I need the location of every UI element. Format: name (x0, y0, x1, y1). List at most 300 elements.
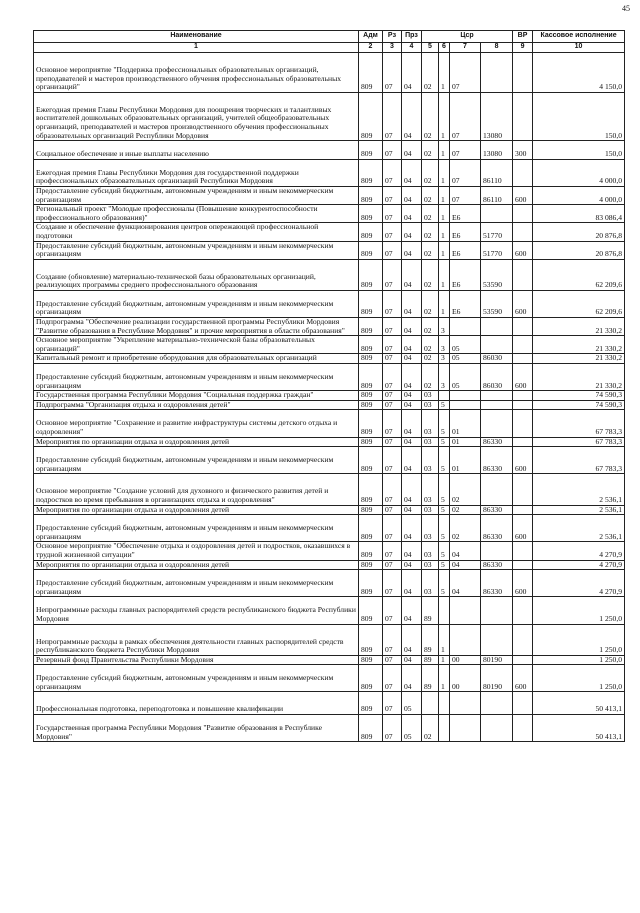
row-name: Предоставление субсидий бюджетным, автономным учреждениям и иным некоммерческим организациям (34, 447, 359, 474)
row-tsr-program: 03 (422, 391, 439, 401)
row-amount: 2 536,1 (533, 474, 625, 505)
row-rz: 07 (383, 560, 402, 570)
row-amount: 50 413,1 (533, 715, 625, 742)
row-tsr-subprogram: 5 (439, 515, 450, 542)
row-tsr-direction (481, 474, 513, 505)
row-adm: 809 (359, 715, 383, 742)
row-prz: 04 (402, 290, 422, 317)
row-tsr-subprogram: 1 (439, 159, 450, 186)
row-tsr-direction (481, 205, 513, 223)
row-tsr-event: 05 (450, 336, 481, 354)
row-rz: 07 (383, 241, 402, 259)
row-adm: 809 (359, 665, 383, 692)
row-amount: 74 590,3 (533, 391, 625, 401)
row-tsr-direction: 80190 (481, 655, 513, 665)
row-amount: 21 330,2 (533, 354, 625, 364)
table-row (34, 205, 625, 223)
row-tsr-subprogram: 5 (439, 570, 450, 597)
table-row (34, 259, 625, 290)
row-prz: 04 (402, 364, 422, 391)
row-amount: 4 000,0 (533, 186, 625, 204)
row-adm: 809 (359, 205, 383, 223)
table-row (34, 391, 625, 401)
row-name: Региональный проект "Молодые профессионалы (Повышение конкурентоспособности профессионального образования)" (34, 205, 359, 223)
row-tsr-subprogram: 5 (439, 560, 450, 570)
row-adm: 809 (359, 515, 383, 542)
row-rz: 07 (383, 597, 402, 624)
row-adm: 809 (359, 364, 383, 391)
row-tsr-program: 03 (422, 570, 439, 597)
row-vr (513, 692, 533, 715)
col-vr-header: ВР (513, 31, 533, 43)
col-cash-header: Кассовое исполнение (533, 31, 625, 43)
row-prz: 04 (402, 474, 422, 505)
row-tsr-event: 07 (450, 53, 481, 93)
row-vr (513, 437, 533, 447)
row-adm: 809 (359, 391, 383, 401)
row-tsr-event: 00 (450, 655, 481, 665)
table-row (34, 241, 625, 259)
row-rz: 07 (383, 400, 402, 410)
table-row (34, 141, 625, 160)
row-name: Ежегодная премия Главы Республики Мордовия для государственной поддержки профессиональных образовательных организаций Республики Мордовия (34, 159, 359, 186)
row-name: Капитальный ремонт и приобретение оборудования для образовательных организаций (34, 354, 359, 364)
row-rz: 07 (383, 354, 402, 364)
header-row (34, 31, 625, 43)
row-amount: 4 270,9 (533, 560, 625, 570)
col-number: 9 (513, 43, 533, 53)
row-tsr-program: 03 (422, 447, 439, 474)
row-tsr-program: 03 (422, 505, 439, 515)
row-tsr-program: 02 (422, 318, 439, 336)
row-adm: 809 (359, 259, 383, 290)
col-number: 2 (359, 43, 383, 53)
table-row (34, 560, 625, 570)
row-tsr-direction: 86330 (481, 437, 513, 447)
row-prz: 04 (402, 205, 422, 223)
row-tsr-direction: 13080 (481, 92, 513, 140)
row-tsr-subprogram: 5 (439, 410, 450, 437)
col-name-header: Наименование (34, 31, 359, 43)
row-vr (513, 597, 533, 624)
row-tsr-direction (481, 597, 513, 624)
row-tsr-event (450, 624, 481, 655)
table-row (34, 515, 625, 542)
row-tsr-direction (481, 624, 513, 655)
row-vr: 600 (513, 665, 533, 692)
row-vr: 600 (513, 515, 533, 542)
row-vr (513, 92, 533, 140)
column-number-row (34, 43, 625, 53)
table-row (34, 159, 625, 186)
row-prz: 04 (402, 400, 422, 410)
row-tsr-event: 01 (450, 410, 481, 437)
row-tsr-subprogram: 1 (439, 624, 450, 655)
row-vr (513, 542, 533, 560)
row-rz: 07 (383, 515, 402, 542)
row-vr (513, 655, 533, 665)
table-row (34, 336, 625, 354)
table-row (34, 437, 625, 447)
row-rz: 07 (383, 715, 402, 742)
row-tsr-program: 03 (422, 410, 439, 437)
row-tsr-program: 89 (422, 665, 439, 692)
row-adm: 809 (359, 624, 383, 655)
row-prz: 04 (402, 53, 422, 93)
row-tsr-direction: 80190 (481, 665, 513, 692)
row-tsr-subprogram: 1 (439, 259, 450, 290)
row-tsr-subprogram: 3 (439, 336, 450, 354)
row-tsr-event: E6 (450, 241, 481, 259)
row-tsr-subprogram: 5 (439, 474, 450, 505)
col-number: 6 (439, 43, 450, 53)
row-tsr-subprogram: 1 (439, 205, 450, 223)
row-prz: 04 (402, 624, 422, 655)
row-tsr-event (450, 597, 481, 624)
row-adm: 809 (359, 542, 383, 560)
row-vr (513, 159, 533, 186)
table-row (34, 318, 625, 336)
row-rz: 07 (383, 505, 402, 515)
row-name: Предоставление субсидий бюджетным, автономным учреждениям и иным некоммерческим организациям (34, 364, 359, 391)
row-amount: 62 209,6 (533, 259, 625, 290)
row-prz: 05 (402, 692, 422, 715)
row-prz: 04 (402, 223, 422, 241)
row-amount: 20 876,8 (533, 223, 625, 241)
row-tsr-program: 02 (422, 53, 439, 93)
row-adm: 809 (359, 655, 383, 665)
row-tsr-program: 02 (422, 290, 439, 317)
row-adm: 809 (359, 447, 383, 474)
row-name: Мероприятия по организации отдыха и оздоровления детей (34, 505, 359, 515)
row-vr (513, 336, 533, 354)
table-row (34, 505, 625, 515)
row-name: Предоставление субсидий бюджетным, автономным учреждениям и иным некоммерческим организациям (34, 515, 359, 542)
row-vr (513, 410, 533, 437)
row-tsr-event: 05 (450, 364, 481, 391)
row-tsr-program: 03 (422, 474, 439, 505)
row-prz: 04 (402, 391, 422, 401)
row-tsr-subprogram: 3 (439, 318, 450, 336)
row-prz: 04 (402, 259, 422, 290)
row-name: Основное мероприятие "Обеспечение отдыха и оздоровления детей и подростков, оказавшихся в трудной жизненной ситуации" (34, 542, 359, 560)
row-vr: 600 (513, 186, 533, 204)
row-tsr-direction: 13080 (481, 141, 513, 160)
row-tsr-event: 07 (450, 141, 481, 160)
row-tsr-event (450, 391, 481, 401)
col-rz-header: Рз (383, 31, 402, 43)
row-prz: 04 (402, 447, 422, 474)
row-tsr-subprogram (439, 597, 450, 624)
row-vr: 600 (513, 570, 533, 597)
row-tsr-event: 07 (450, 92, 481, 140)
row-adm: 809 (359, 141, 383, 160)
row-tsr-direction: 53590 (481, 290, 513, 317)
row-rz: 07 (383, 259, 402, 290)
row-vr: 600 (513, 241, 533, 259)
row-rz: 07 (383, 318, 402, 336)
row-tsr-subprogram: 1 (439, 141, 450, 160)
row-tsr-direction: 86330 (481, 560, 513, 570)
row-tsr-program: 03 (422, 515, 439, 542)
col-number: 7 (450, 43, 481, 53)
row-tsr-subprogram (439, 715, 450, 742)
row-tsr-direction: 86330 (481, 505, 513, 515)
row-adm: 809 (359, 505, 383, 515)
row-name: Создание (обновление) материально-технической базы образовательных организаций, реализующих программы среднего профессионального образования (34, 259, 359, 290)
row-vr: 600 (513, 364, 533, 391)
row-prz: 04 (402, 141, 422, 160)
col-number: 8 (481, 43, 513, 53)
row-prz: 04 (402, 665, 422, 692)
row-name: Резервный фонд Правительства Республики Мордовия (34, 655, 359, 665)
row-name: Предоставление субсидий бюджетным, автономным учреждениям и иным некоммерческим организациям (34, 665, 359, 692)
table-row (34, 354, 625, 364)
row-tsr-subprogram: 1 (439, 223, 450, 241)
row-rz: 07 (383, 391, 402, 401)
row-tsr-direction: 86330 (481, 447, 513, 474)
row-vr (513, 560, 533, 570)
row-tsr-event: 05 (450, 354, 481, 364)
row-tsr-subprogram: 5 (439, 437, 450, 447)
row-name: Подпрограмма "Организация отдыха и оздоровления детей" (34, 400, 359, 410)
row-tsr-subprogram (439, 391, 450, 401)
row-tsr-subprogram (439, 692, 450, 715)
col-number: 3 (383, 43, 402, 53)
row-tsr-event: E6 (450, 205, 481, 223)
row-rz: 07 (383, 570, 402, 597)
row-rz: 07 (383, 186, 402, 204)
row-rz: 07 (383, 474, 402, 505)
row-tsr-event: 02 (450, 515, 481, 542)
table-row (34, 53, 625, 93)
row-prz: 04 (402, 186, 422, 204)
row-tsr-direction (481, 410, 513, 437)
row-tsr-program: 02 (422, 186, 439, 204)
table-row (34, 474, 625, 505)
row-name: Мероприятия по организации отдыха и оздоровления детей (34, 560, 359, 570)
row-prz: 04 (402, 318, 422, 336)
row-amount: 1 250,0 (533, 624, 625, 655)
table-row (34, 570, 625, 597)
row-amount: 21 330,2 (533, 318, 625, 336)
row-name: Непрограммные расходы в рамках обеспечения деятельности главных распорядителей средств республиканского бюджета Республики Мордовия (34, 624, 359, 655)
row-adm: 809 (359, 318, 383, 336)
row-tsr-subprogram: 1 (439, 241, 450, 259)
table-row (34, 665, 625, 692)
row-rz: 07 (383, 542, 402, 560)
row-vr (513, 715, 533, 742)
row-amount: 67 783,3 (533, 437, 625, 447)
row-tsr-program: 03 (422, 542, 439, 560)
row-tsr-event: 01 (450, 437, 481, 447)
table-row (34, 542, 625, 560)
row-prz: 04 (402, 336, 422, 354)
row-tsr-event: 04 (450, 542, 481, 560)
row-rz: 07 (383, 92, 402, 140)
row-name: Основное мероприятие "Поддержка профессиональных образовательных организаций, преподавателей и мастеров производственного обучения профессиональных образовательных организаций" (34, 53, 359, 93)
row-amount: 20 876,8 (533, 241, 625, 259)
row-tsr-subprogram: 1 (439, 290, 450, 317)
table-row (34, 290, 625, 317)
row-name: Создание и обеспечение функционирования центров опережающей профессиональной подготовки (34, 223, 359, 241)
col-prz-header: Прз (402, 31, 422, 43)
row-amount: 4 270,9 (533, 570, 625, 597)
row-amount: 150,0 (533, 141, 625, 160)
row-rz: 07 (383, 205, 402, 223)
row-tsr-event (450, 715, 481, 742)
col-number: 10 (533, 43, 625, 53)
row-tsr-event: 04 (450, 570, 481, 597)
row-tsr-direction: 51770 (481, 223, 513, 241)
row-name: Предоставление субсидий бюджетным, автономным учреждениям и иным некоммерческим организациям (34, 570, 359, 597)
row-vr (513, 318, 533, 336)
row-prz: 04 (402, 505, 422, 515)
row-adm: 809 (359, 570, 383, 597)
row-rz: 07 (383, 410, 402, 437)
row-tsr-event: 02 (450, 505, 481, 515)
row-name: Ежегодная премия Главы Республики Мордовия для поощрения творческих и талантливых воспитателей дошкольных образовательных организаций, учителей общеобразовательных организаций, преподавателей и мастеров производственного обучения профессиональных образовательных организаций Республики Мордовия (34, 92, 359, 140)
row-tsr-program: 03 (422, 400, 439, 410)
row-adm: 809 (359, 53, 383, 93)
row-amount: 21 330,2 (533, 336, 625, 354)
row-tsr-direction: 51770 (481, 241, 513, 259)
row-amount: 4 150,0 (533, 53, 625, 93)
table-row (34, 715, 625, 742)
row-prz: 04 (402, 570, 422, 597)
col-tsr-header: Цср (422, 31, 513, 43)
row-tsr-event: E6 (450, 223, 481, 241)
page-number: 45 (622, 4, 630, 13)
row-name: Мероприятия по организации отдыха и оздоровления детей (34, 437, 359, 447)
row-prz: 04 (402, 437, 422, 447)
row-amount: 1 250,0 (533, 597, 625, 624)
row-rz: 07 (383, 364, 402, 391)
table-row (34, 597, 625, 624)
row-adm: 809 (359, 560, 383, 570)
col-number: 4 (402, 43, 422, 53)
row-tsr-direction (481, 715, 513, 742)
row-name: Основное мероприятие "Создание условий для духовного и физического развития детей и подростков во время пребывания в организациях отдыха и оздоровления" (34, 474, 359, 505)
row-amount: 83 086,4 (533, 205, 625, 223)
row-amount: 150,0 (533, 92, 625, 140)
row-name: Основное мероприятие "Сохранение и развитие инфраструктуры системы детского отдыха и оздоровления" (34, 410, 359, 437)
row-rz: 07 (383, 447, 402, 474)
row-amount: 67 783,3 (533, 410, 625, 437)
row-rz: 07 (383, 655, 402, 665)
row-rz: 07 (383, 336, 402, 354)
row-prz: 04 (402, 354, 422, 364)
row-amount: 4 270,9 (533, 542, 625, 560)
row-prz: 04 (402, 655, 422, 665)
row-tsr-direction: 86330 (481, 570, 513, 597)
row-tsr-program: 02 (422, 205, 439, 223)
row-prz: 04 (402, 159, 422, 186)
row-rz: 07 (383, 665, 402, 692)
row-tsr-event (450, 400, 481, 410)
row-tsr-program: 02 (422, 141, 439, 160)
row-tsr-direction: 86330 (481, 515, 513, 542)
row-tsr-direction: 86030 (481, 364, 513, 391)
row-prz: 04 (402, 515, 422, 542)
row-vr: 600 (513, 447, 533, 474)
row-tsr-program: 02 (422, 336, 439, 354)
row-tsr-event: 07 (450, 159, 481, 186)
row-tsr-program: 02 (422, 259, 439, 290)
row-tsr-event (450, 318, 481, 336)
row-amount: 67 783,3 (533, 447, 625, 474)
row-prz: 04 (402, 560, 422, 570)
row-tsr-program: 02 (422, 223, 439, 241)
row-tsr-program: 02 (422, 364, 439, 391)
row-adm: 809 (359, 354, 383, 364)
row-tsr-program: 02 (422, 241, 439, 259)
row-tsr-event: 00 (450, 665, 481, 692)
row-vr: 300 (513, 141, 533, 160)
row-name: Государственная программа Республики Мордовия "Социальная поддержка граждан" (34, 391, 359, 401)
row-amount: 50 413,1 (533, 692, 625, 715)
row-name: Профессиональная подготовка, переподготовка и повышение квалификации (34, 692, 359, 715)
row-tsr-program: 89 (422, 655, 439, 665)
row-name: Подпрограмма "Обеспечение реализации государственной программы Республики Мордовия "Развитие образования в Республике Мордовия" и прочие мероприятия в области образования" (34, 318, 359, 336)
row-tsr-direction: 86110 (481, 186, 513, 204)
row-vr (513, 259, 533, 290)
row-tsr-direction: 86110 (481, 159, 513, 186)
row-name: Непрограммные расходы главных распорядителей средств республиканского бюджета Республики Мордовия (34, 597, 359, 624)
row-tsr-direction: 53590 (481, 259, 513, 290)
row-tsr-subprogram: 5 (439, 505, 450, 515)
row-tsr-direction (481, 692, 513, 715)
row-vr (513, 354, 533, 364)
row-amount: 4 000,0 (533, 159, 625, 186)
col-number: 5 (422, 43, 439, 53)
row-tsr-subprogram: 1 (439, 92, 450, 140)
row-adm: 809 (359, 92, 383, 140)
row-prz: 04 (402, 92, 422, 140)
row-rz: 07 (383, 223, 402, 241)
row-name: Основное мероприятие "Укрепление материально-технической базы образовательных организаций" (34, 336, 359, 354)
row-tsr-event: E6 (450, 259, 481, 290)
row-tsr-program: 02 (422, 92, 439, 140)
row-adm: 809 (359, 597, 383, 624)
row-rz: 07 (383, 53, 402, 93)
row-rz: 07 (383, 290, 402, 317)
row-vr (513, 391, 533, 401)
row-adm: 809 (359, 290, 383, 317)
row-tsr-subprogram: 5 (439, 400, 450, 410)
row-adm: 809 (359, 474, 383, 505)
row-adm: 809 (359, 336, 383, 354)
row-prz: 04 (402, 410, 422, 437)
row-vr (513, 400, 533, 410)
row-tsr-program: 89 (422, 597, 439, 624)
row-adm: 809 (359, 437, 383, 447)
row-name: Государственная программа Республики Мордовия "Развитие образования в Республике Мордовия" (34, 715, 359, 742)
row-tsr-program: 89 (422, 624, 439, 655)
row-tsr-direction (481, 336, 513, 354)
row-tsr-subprogram: 3 (439, 354, 450, 364)
row-amount: 21 330,2 (533, 364, 625, 391)
row-adm: 809 (359, 223, 383, 241)
table-row (34, 655, 625, 665)
row-tsr-program: 02 (422, 715, 439, 742)
table-row (34, 410, 625, 437)
row-vr (513, 205, 533, 223)
row-amount: 1 250,0 (533, 665, 625, 692)
table-row (34, 223, 625, 241)
col-number: 1 (34, 43, 359, 53)
table-row (34, 400, 625, 410)
